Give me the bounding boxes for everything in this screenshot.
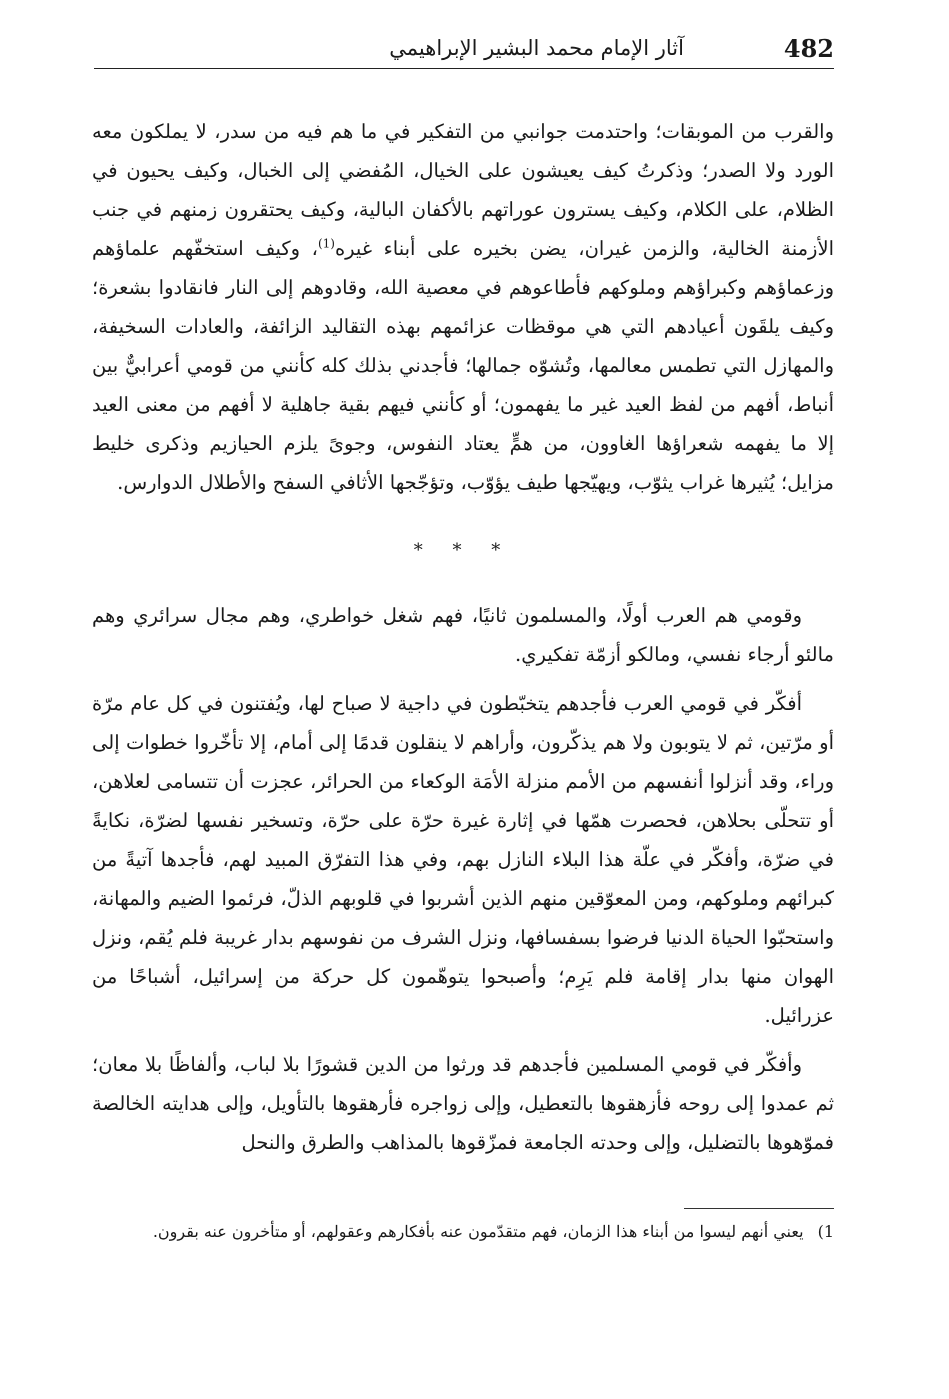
- main-text: [92, 112, 834, 1162]
- running-title: آثار الإمام محمد البشير الإبراهيمي: [389, 36, 684, 60]
- paragraph-1-rest: ، وكيف استخفّهم علماؤهم وزعماؤهم وكبراؤهم وملوكهم فأطاعوهم في معصية الله، وقادوهم إلى النار فانقادوا بشعرة؛ وكيف يلقَون أعيادهم التي هي موقظات عزائمهم بهذه التقاليد الزائفة، والعادات السخيفة، والمهازل التي تطمس معالمها، وتُشوّه جمالها؛ فأجدني بذلك كله كأنني من قومي أعرابيٌّ بين أنباط، أفهم من لفظ العيد غير ما يفهمون؛ أو كأنني فيهم بقية جاهلية لا أفهم من معنى العيد إلا ما يفهمه شعراؤها الغاوون، من همٍّ يعتاد النفوس، وجوىً يلزم الحيازيم وذكرى خليط مزايل؛ يُثيرها غراب يثوّب، ويهيّجها طيف يؤوّب، وتؤجّجها الأثافي السفح والأطلال الدوارس.: [92, 237, 834, 494]
- paragraph-3: أفكّر في قومي العرب فأجدهم يتخبّطون في داجية لا صباح لها، ويُفتنون في كل عام مرّة أو مرّتين، ثم لا يتوبون ولا هم يذكّرون، وأراهم لا ينقلون قدمًا إلى أمام، إلا تأخّروا خطوات إلى وراء، وقد أنزلوا أنفسهم من الأمم منزلة الأمَة الوكعاء من الحرائر، عجزت أن تتسامى لعلاهن، أو تتحلّى بحلاهن، فحصرت همّها في إثارة غيرة حرّة على حرّة، وتسخير نفسها لضرّة، نكايةً في ضرّة، وأفكّر في علّة هذا البلاء النازل بهم، وفي هذا التفرّق المبيد لهم، فأجدها آتيةً من كبرائهم وملوكهم، ومن المعوّقين منهم الذين أشربوا في قلوبهم الذلّ، فرئموا الضيم والمهانة، واستحبّوا الحياة الدنيا فرضوا بسفسافها، ونزل الشرف من نفوسهم بدار غريبة فلم يُقم، ونزل الهوان منها بدار إقامة فلم يَرِم؛ وأصبحوا يتوهّمون كل حركة من إسرائيل، أشباحًا من عزرائيل.: [92, 692, 834, 1027]
- footnote-text: يعني أنهم ليسوا من أبناء هذا الزمان، فهم متقدّمون عنه بأفكارهم وعقولهم، أو متأخرون عنه بقرون.: [152, 1222, 804, 1241]
- header-rule: [94, 68, 834, 69]
- paragraph-1: [92, 112, 834, 502]
- footnote-reference: (1): [317, 236, 335, 251]
- paragraph-4: وأفكّر في قومي المسلمين فأجدهم قد ورثوا من الدين قشورًا بلا لباب، وألفاظًا بلا معان؛ ثم عمدوا إلى روحه فأزهقوها بالتعطيل، وإلى زواجره فأرهقوها بالتأويل، وإلى هدايته الخالصة فموّهوها بالتضليل، وإلى وحدته الجامعة فمزّقوها بالمذاهب والطرق والنحل: [92, 1053, 834, 1154]
- paragraph-1-text: والقرب من الموبقات؛ واحتدمت جوانبي من التفكير في ما هم فيه من سدر، لا يملكون معه الورد ولا الصدر؛ وذكرتُ كيف يعيشون على الخيال، المُفضي إلى الخبال، وكيف يحيون في الظلام، على الكلام، وكيف يسترون عوراتهم بالأكفان البالية، وكيف يحتقرون زمنهم في جنب الأزمنة الخالية، والزمن غيران، يضن بخيره على أبناء غيره: [92, 120, 834, 260]
- paragraph-2: وقومي هم العرب أولًا، والمسلمون ثانيًا، فهم شغل خواطري، وهم مجال سرائري وهم مالئو أرجاء نفسي، ومالكو أزمّة تفكيري.: [92, 604, 834, 666]
- footnote-marker: 1): [817, 1222, 834, 1241]
- page-number: 482: [783, 34, 834, 63]
- section-separator: * * *: [413, 540, 513, 561]
- footnote-rule: [684, 1208, 834, 1209]
- footnote: [92, 1218, 834, 1246]
- page-header: [94, 30, 834, 68]
